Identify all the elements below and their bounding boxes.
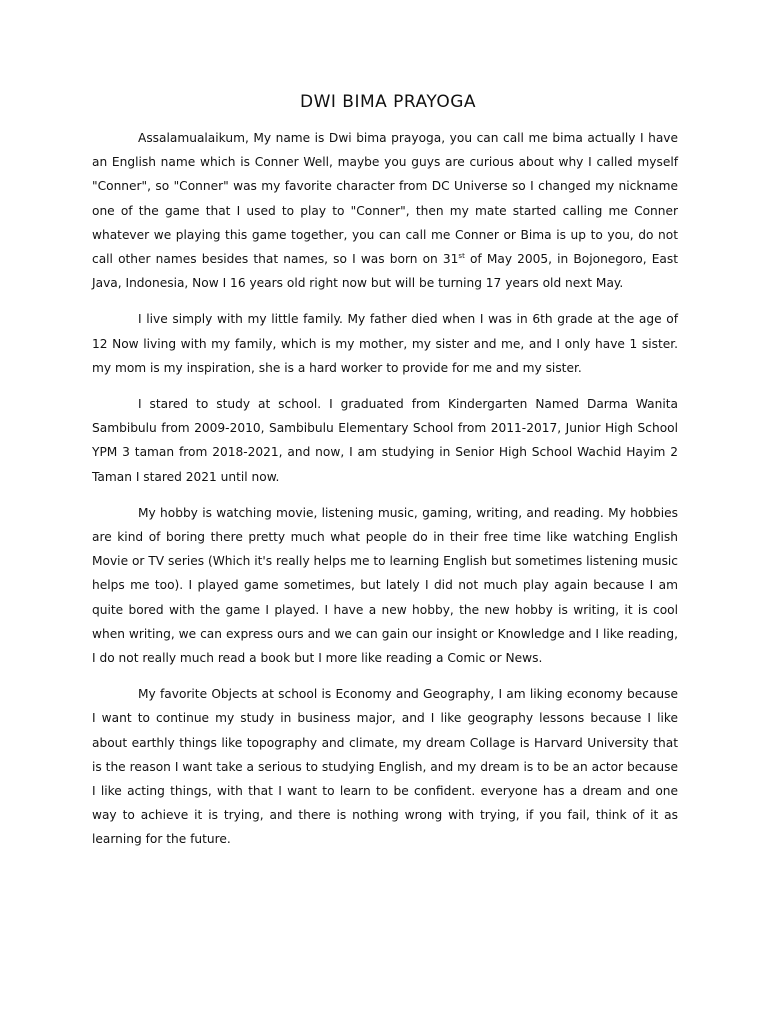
- paragraph-dreams: My favorite Objects at school is Economy and Geography, I am liking economy because I want to continue my study in business major, and I like geography lessons because I like about earthly things like topography and climate, my dream Collage is Harvard University that is the reason I want take a serious to studying English, and my dream is to be an actor because I like acting things, with that I want to learn to be confident. everyone has a dream and one way to achieve it is trying, and there is nothing wrong with trying, if you fail, think of it as learning for the future.: [92, 687, 678, 847]
- intro-text: Assalamualaikum, My name is Dwi bima prayoga, you can call me bima actually I have an English name which is Conner Well, maybe you guys are curious about why I called myself "Conner", so "Conner" was my favorite character from DC Universe so I changed my nickname one of the game that I used to play to "Conner", then my mate started calling me Conner whatever we playing this game together, you can call me Conner or Bima is up to you, do not call other names besides that names, so I was born on 31: [92, 131, 678, 267]
- intro-text-continued: of May 2005, in Bojonegoro, East Java, Indonesia, Now I 16 years old right now but will be turning 17 years old next May.: [92, 252, 678, 291]
- paragraph-education: I stared to study at school. I graduated from Kindergarten Named Darma Wanita Sambibulu from 2009-2010, Sambibulu Elementary School from 2011-2017, Junior High School YPM 3 taman from 2018-2021, and now, I am studying in Senior High School Wachid Hayim 2 Taman I stared 2021 until now.: [92, 397, 678, 484]
- ordinal-suffix: st: [458, 251, 465, 260]
- page-title: DWI BIMA PRAYOGA: [299, 92, 477, 112]
- paragraph-introduction: [92, 126, 678, 295]
- paragraph-family: I live simply with my little family. My father died when I was in 6th grade at the age of 12 Now living with my family, which is my mother, my sister and me, and I only have 1 sister. my mom is my inspiration, she is a hard worker to provide for me and my sister.: [92, 312, 678, 375]
- paragraph-hobbies: My hobby is watching movie, listening music, gaming, writing, and reading. My hobbies are kind of boring there pretty much what people do in their free time like watching English Movie or TV series (Which it's really helps me to learning English but sometimes listening music helps me too). I played game sometimes, but lately I did not much play again because I am quite bored with the game I played. I have a new hobby, the new hobby is writing, it is cool when writing, we can express ours and we can gain our insight or Knowledge and I like reading, I do not really much read a book but I more like reading a Comic or News.: [92, 505, 678, 666]
